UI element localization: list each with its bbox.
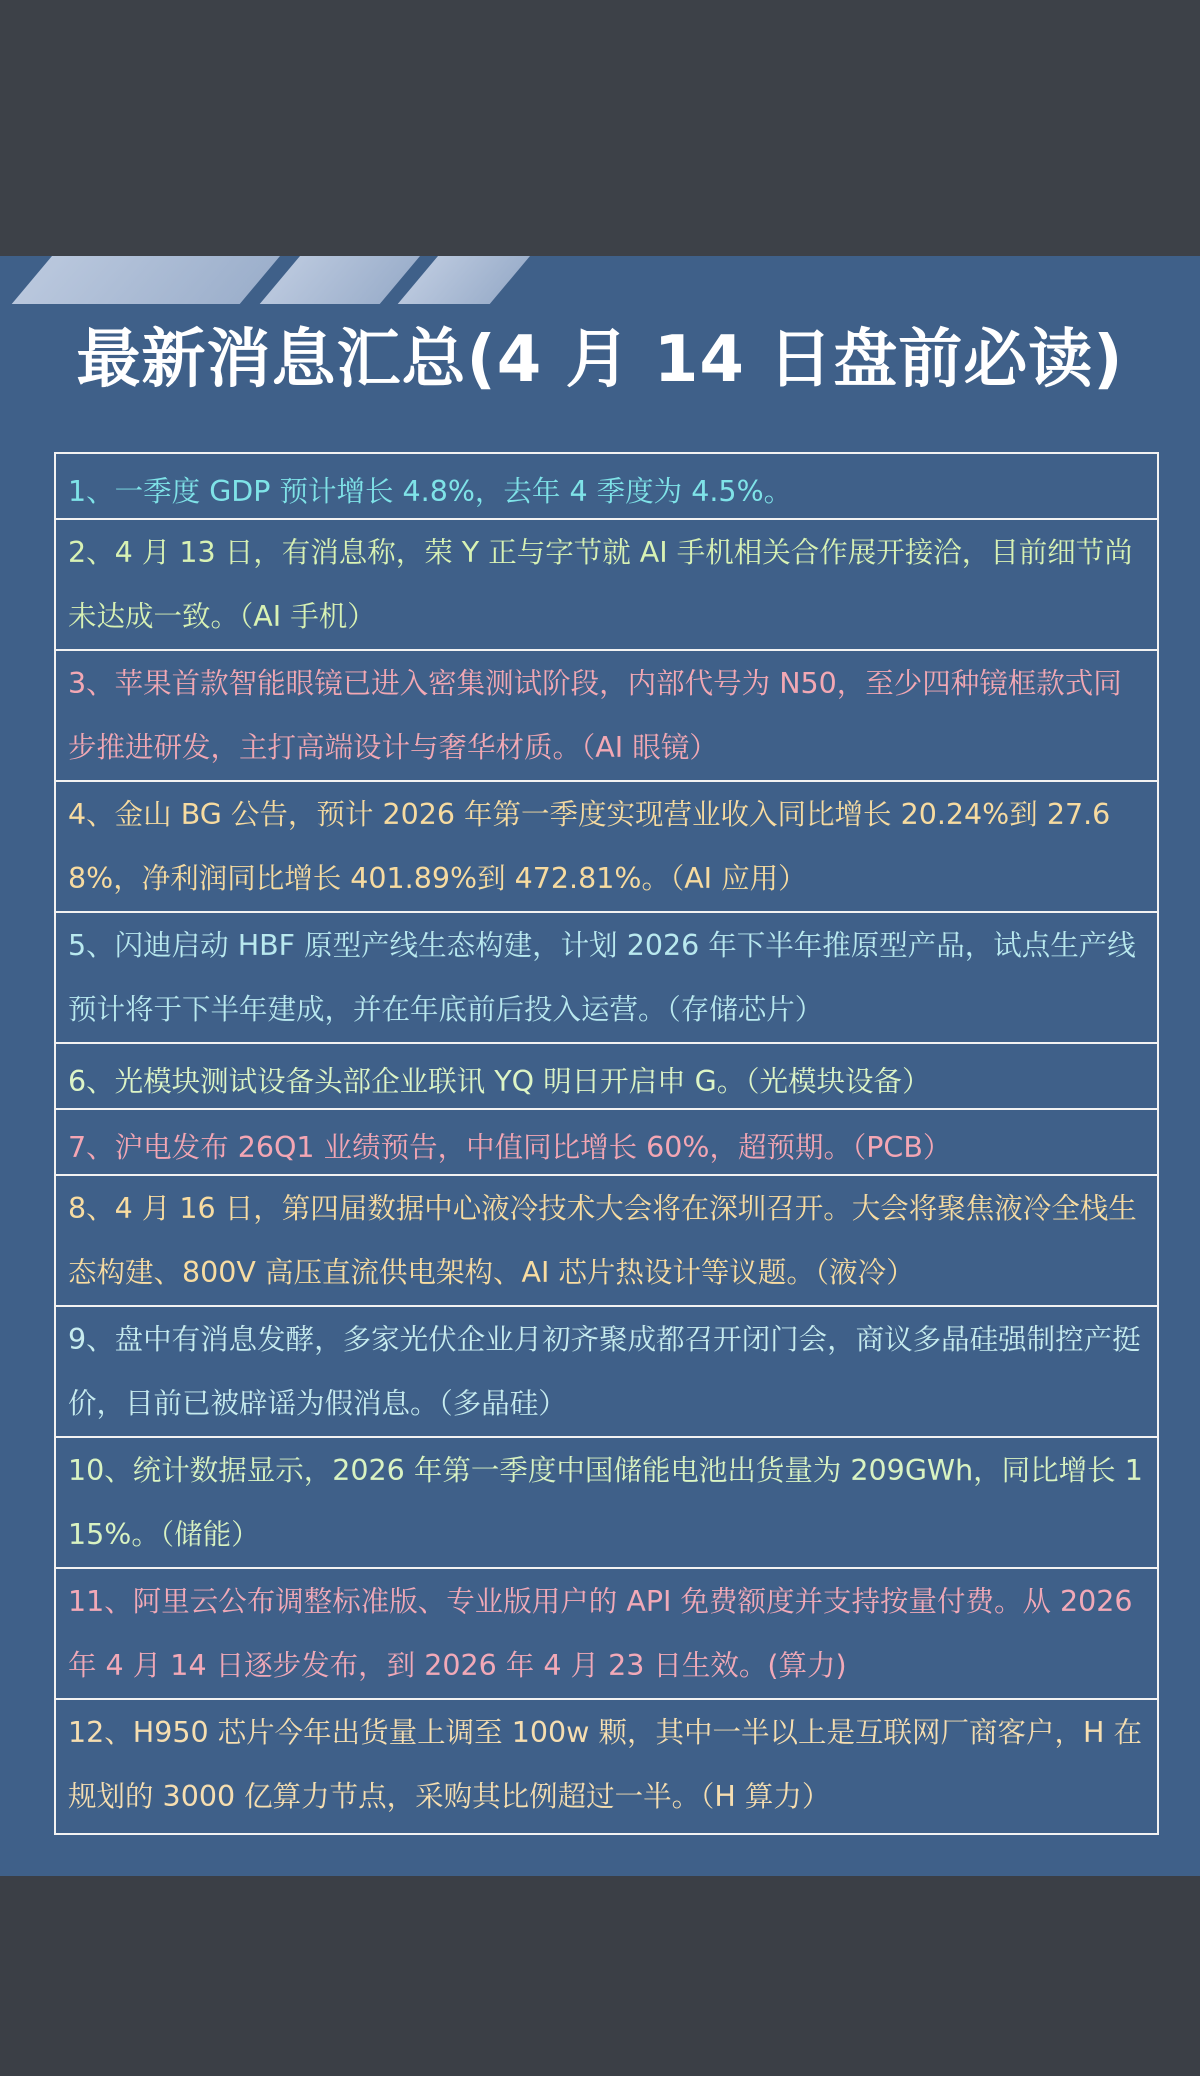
news-card	[0, 256, 1200, 1876]
news-item: 9、盘中有消息发酵，多家光伏企业月初齐聚成都召开闭门会，商议多晶硅强制控产挺价，目前已被辟谣为假消息。（多晶硅）	[56, 1307, 1157, 1438]
news-item: 10、统计数据显示，2026 年第一季度中国储能电池出货量为 209GWh，同比增长 115%。（储能）	[56, 1438, 1157, 1569]
bottom-background	[0, 1876, 1200, 2076]
news-item: 1、一季度 GDP 预计增长 4.8%，去年 4 季度为 4.5%。	[56, 454, 1157, 520]
decor-stripe	[12, 256, 280, 304]
news-item: 5、闪迪启动 HBF 原型产线生态构建，计划 2026 年下半年推原型产品，试点生产线预计将于下半年建成，并在年底前后投入运营。（存储芯片）	[56, 913, 1157, 1044]
news-item: 11、阿里云公布调整标准版、专业版用户的 API 免费额度并支持按量付费。从 2026 年 4 月 14 日逐步发布，到 2026 年 4 月 23 日生效。(算力)	[56, 1569, 1157, 1700]
decor-stripe	[398, 256, 530, 304]
news-item: 7、沪电发布 26Q1 业绩预告，中值同比增长 60%，超预期。（PCB）	[56, 1110, 1157, 1176]
top-background	[0, 0, 1200, 256]
page-title: 最新消息汇总(4 月 14 日盘前必读)	[76, 323, 1124, 397]
news-item: 3、苹果首款智能眼镜已进入密集测试阶段，内部代号为 N50，至少四种镜框款式同步推进研发，主打高端设计与奢华材质。（AI 眼镜）	[56, 651, 1157, 782]
news-table	[54, 452, 1159, 1835]
news-item: 6、光模块测试设备头部企业联讯 YQ 明日开启申 G。（光模块设备）	[56, 1044, 1157, 1110]
news-item: 4、金山 BG 公告，预计 2026 年第一季度实现营业收入同比增长 20.24%到 27.68%，净利润同比增长 401.89%到 472.81%。（AI 应用）	[56, 782, 1157, 913]
decor-stripe	[260, 256, 420, 304]
news-item: 8、4 月 16 日，第四届数据中心液冷技术大会将在深圳召开。大会将聚焦液冷全栈生态构建、800V 高压直流供电架构、AI 芯片热设计等议题。（液冷）	[56, 1176, 1157, 1307]
news-item: 2、4 月 13 日，有消息称，荣 Y 正与字节就 AI 手机相关合作展开接洽，目前细节尚未达成一致。（AI 手机）	[56, 520, 1157, 651]
news-item: 12、H950 芯片今年出货量上调至 100w 颗，其中一半以上是互联网厂商客户，H 在规划的 3000 亿算力节点，采购其比例超过一半。（H 算力）	[68, 1716, 1142, 1813]
